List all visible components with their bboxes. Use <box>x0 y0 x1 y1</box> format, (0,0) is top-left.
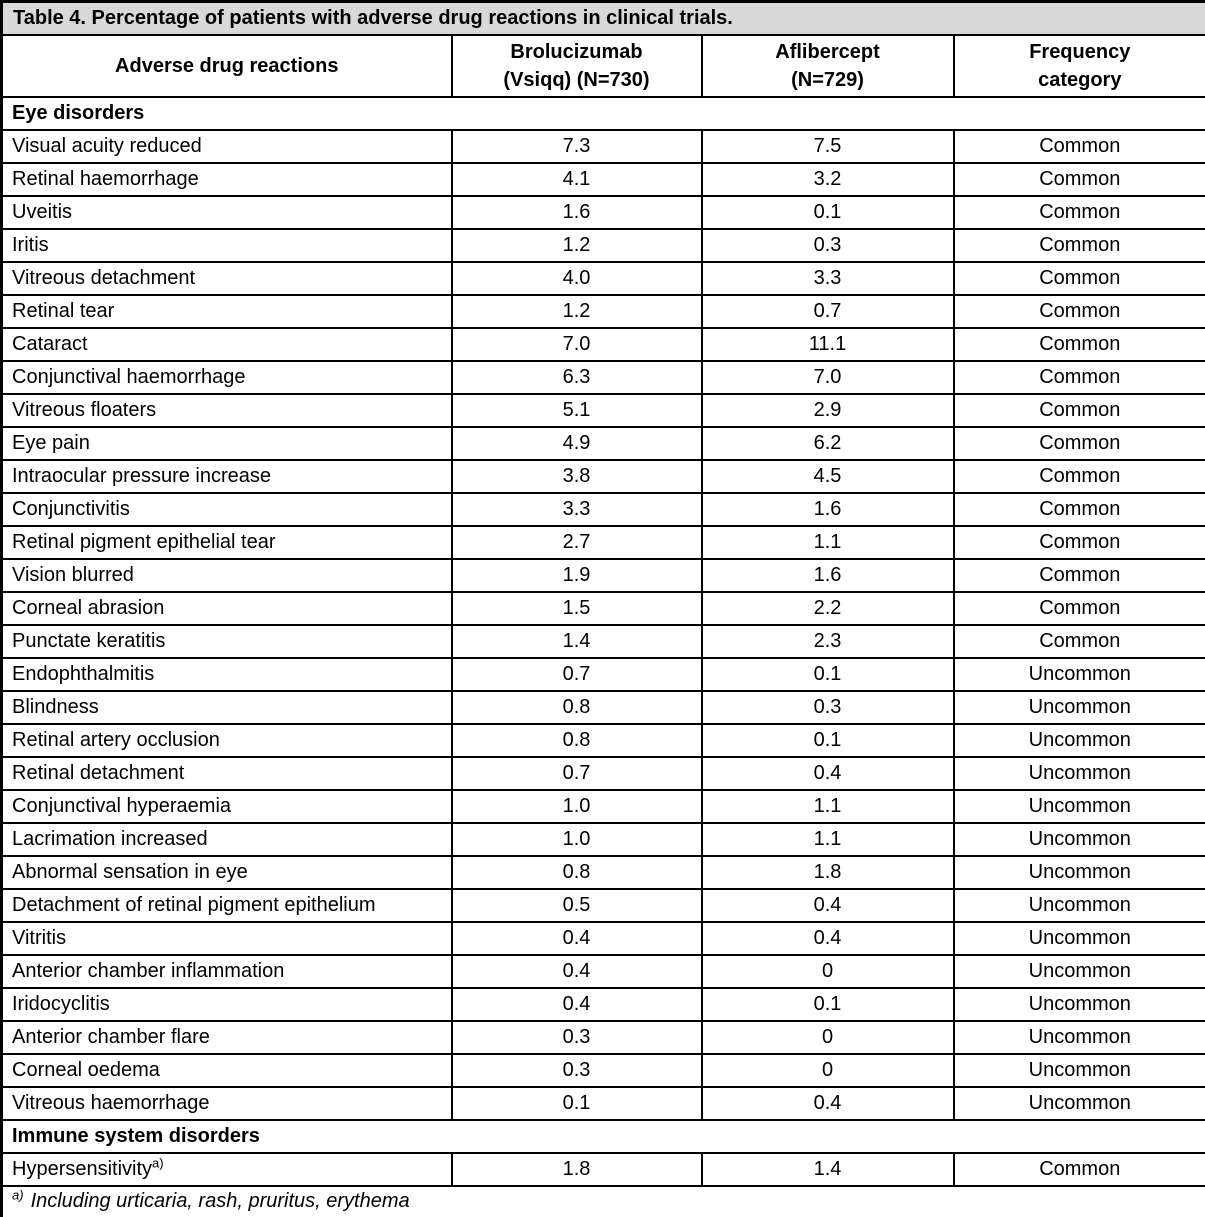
reaction-cell <box>2 361 452 394</box>
reaction-label: Iritis <box>12 233 49 256</box>
reaction-label: Vitreous haemorrhage <box>12 1091 210 1114</box>
frequency-category-cell: Uncommon <box>954 823 1205 856</box>
reaction-label: Visual acuity reduced <box>12 134 202 157</box>
reaction-label: Conjunctival hyperaemia <box>12 794 232 817</box>
aflibercept-value-cell: 1.1 <box>702 526 954 559</box>
table-body <box>2 97 1205 1186</box>
brolucizumab-value-cell: 1.9 <box>452 559 702 592</box>
reaction-label: Vitritis <box>12 926 67 949</box>
aflibercept-value-cell: 1.6 <box>702 559 954 592</box>
reaction-cell <box>2 856 452 889</box>
column-header-brolucizumab-line2: (Vsiqq) (N=730) <box>503 68 650 91</box>
reaction-label: Corneal abrasion <box>12 596 165 619</box>
table-row <box>2 394 1205 427</box>
reaction-label: Retinal detachment <box>12 761 185 784</box>
aflibercept-value-cell: 2.3 <box>702 625 954 658</box>
aflibercept-value-cell: 0.4 <box>702 757 954 790</box>
reaction-cell <box>2 130 452 163</box>
reaction-label: Vitreous detachment <box>12 266 196 289</box>
reaction-cell <box>2 1087 452 1120</box>
table-row <box>2 559 1205 592</box>
reaction-label: Lacrimation increased <box>12 827 208 850</box>
brolucizumab-value-cell: 5.1 <box>452 394 702 427</box>
frequency-category-cell: Uncommon <box>954 757 1205 790</box>
aflibercept-value-cell: 0.3 <box>702 691 954 724</box>
brolucizumab-value-cell: 7.0 <box>452 328 702 361</box>
footnote-text: Including urticaria, rash, pruritus, erythema <box>30 1190 410 1213</box>
brolucizumab-value-cell: 1.8 <box>452 1153 702 1186</box>
table-row <box>2 790 1205 823</box>
brolucizumab-value-cell: 0.8 <box>452 856 702 889</box>
brolucizumab-value-cell: 0.4 <box>452 988 702 1021</box>
brolucizumab-value-cell: 4.1 <box>452 163 702 196</box>
aflibercept-value-cell: 0.1 <box>702 658 954 691</box>
reaction-cell <box>2 1054 452 1087</box>
brolucizumab-value-cell: 7.3 <box>452 130 702 163</box>
table-title: Table 4. Percentage of patients with adverse drug reactions in clinical trials. <box>2 2 1205 35</box>
aflibercept-value-cell: 1.6 <box>702 493 954 526</box>
brolucizumab-value-cell: 0.7 <box>452 658 702 691</box>
aflibercept-value-cell: 0 <box>702 1054 954 1087</box>
brolucizumab-value-cell: 3.8 <box>452 460 702 493</box>
table-row <box>2 163 1205 196</box>
table-row <box>2 988 1205 1021</box>
table-row <box>2 427 1205 460</box>
brolucizumab-value-cell: 1.2 <box>452 295 702 328</box>
frequency-category-cell: Uncommon <box>954 790 1205 823</box>
frequency-category-cell: Uncommon <box>954 658 1205 691</box>
reaction-cell <box>2 757 452 790</box>
aflibercept-value-cell: 0.4 <box>702 922 954 955</box>
frequency-category-cell: Common <box>954 493 1205 526</box>
footnote-marker: a) <box>152 1154 164 1170</box>
brolucizumab-value-cell: 0.1 <box>452 1087 702 1120</box>
aflibercept-value-cell: 11.1 <box>702 328 954 361</box>
reaction-label: Detachment of retinal pigment epithelium <box>12 893 376 916</box>
reaction-label: Conjunctival haemorrhage <box>12 365 246 388</box>
brolucizumab-value-cell: 6.3 <box>452 361 702 394</box>
frequency-category-cell: Common <box>954 196 1205 229</box>
aflibercept-value-cell: 7.0 <box>702 361 954 394</box>
reaction-cell <box>2 955 452 988</box>
brolucizumab-value-cell: 4.9 <box>452 427 702 460</box>
aflibercept-value-cell: 2.9 <box>702 394 954 427</box>
table-row <box>2 361 1205 394</box>
brolucizumab-value-cell: 0.4 <box>452 955 702 988</box>
frequency-category-cell: Common <box>954 163 1205 196</box>
reaction-cell <box>2 988 452 1021</box>
table-row <box>2 658 1205 691</box>
aflibercept-value-cell: 0.1 <box>702 988 954 1021</box>
reaction-label: Retinal tear <box>12 299 115 322</box>
aflibercept-value-cell: 3.3 <box>702 262 954 295</box>
aflibercept-value-cell: 6.2 <box>702 427 954 460</box>
reaction-cell <box>2 823 452 856</box>
footnote-marker: a) <box>12 1187 24 1203</box>
table-row <box>2 724 1205 757</box>
table-row <box>2 460 1205 493</box>
frequency-category-cell: Common <box>954 262 1205 295</box>
brolucizumab-value-cell: 0.3 <box>452 1054 702 1087</box>
column-header-frequency-line1: Frequency <box>1029 40 1131 63</box>
table-row <box>2 856 1205 889</box>
section-row <box>2 97 1205 130</box>
frequency-category-cell: Common <box>954 625 1205 658</box>
table-row <box>2 691 1205 724</box>
section-header: Eye disorders <box>2 97 1205 130</box>
column-header-aflibercept-line1: Aflibercept <box>775 40 880 63</box>
brolucizumab-value-cell: 1.6 <box>452 196 702 229</box>
frequency-category-cell: Uncommon <box>954 988 1205 1021</box>
brolucizumab-value-cell: 0.8 <box>452 691 702 724</box>
column-header-brolucizumab <box>452 35 702 97</box>
column-header-brolucizumab-line1: Brolucizumab <box>510 40 643 63</box>
reaction-label: Retinal artery occlusion <box>12 728 220 751</box>
table-row <box>2 625 1205 658</box>
reaction-label: Retinal haemorrhage <box>12 167 199 190</box>
brolucizumab-value-cell: 0.7 <box>452 757 702 790</box>
table-row <box>2 955 1205 988</box>
column-header-frequency <box>954 35 1205 97</box>
reaction-cell <box>2 493 452 526</box>
frequency-category-cell: Common <box>954 328 1205 361</box>
table-row <box>2 922 1205 955</box>
table-row <box>2 1087 1205 1120</box>
frequency-category-cell: Uncommon <box>954 922 1205 955</box>
reaction-cell <box>2 229 452 262</box>
brolucizumab-value-cell: 0.8 <box>452 724 702 757</box>
frequency-category-cell: Common <box>954 229 1205 262</box>
brolucizumab-value-cell: 0.3 <box>452 1021 702 1054</box>
reaction-label: Cataract <box>12 332 88 355</box>
reaction-label: Punctate keratitis <box>12 629 166 652</box>
reaction-cell <box>2 196 452 229</box>
frequency-category-cell: Common <box>954 427 1205 460</box>
frequency-category-cell: Common <box>954 460 1205 493</box>
aflibercept-value-cell: 0.1 <box>702 196 954 229</box>
column-header-row <box>2 35 1205 97</box>
table-row <box>2 1021 1205 1054</box>
frequency-category-cell: Common <box>954 394 1205 427</box>
reaction-label: Abnormal sensation in eye <box>12 860 248 883</box>
column-header-frequency-line2: category <box>1038 68 1122 91</box>
reaction-label: Iridocyclitis <box>12 992 110 1015</box>
reaction-cell <box>2 922 452 955</box>
brolucizumab-value-cell: 1.0 <box>452 823 702 856</box>
aflibercept-value-cell: 1.8 <box>702 856 954 889</box>
reaction-label: Retinal pigment epithelial tear <box>12 530 276 553</box>
reaction-cell <box>2 790 452 823</box>
table-row <box>2 889 1205 922</box>
reaction-label: Hypersensitivity <box>12 1157 153 1180</box>
frequency-category-cell: Common <box>954 130 1205 163</box>
frequency-category-cell: Common <box>954 559 1205 592</box>
table-row <box>2 229 1205 262</box>
reaction-label: Blindness <box>12 695 99 718</box>
aflibercept-value-cell: 4.5 <box>702 460 954 493</box>
table-row <box>2 1054 1205 1087</box>
reaction-cell <box>2 295 452 328</box>
table-row <box>2 526 1205 559</box>
column-header-reactions: Adverse drug reactions <box>2 35 452 97</box>
aflibercept-value-cell: 0.4 <box>702 889 954 922</box>
reaction-cell <box>2 559 452 592</box>
footnote-row <box>2 1186 1205 1217</box>
column-header-aflibercept <box>702 35 954 97</box>
brolucizumab-value-cell: 2.7 <box>452 526 702 559</box>
aflibercept-value-cell: 1.1 <box>702 823 954 856</box>
frequency-category-cell: Uncommon <box>954 1054 1205 1087</box>
reaction-cell <box>2 163 452 196</box>
frequency-category-cell: Uncommon <box>954 724 1205 757</box>
table-row <box>2 823 1205 856</box>
aflibercept-value-cell: 0.3 <box>702 229 954 262</box>
table-row <box>2 1153 1205 1186</box>
frequency-category-cell: Uncommon <box>954 691 1205 724</box>
brolucizumab-value-cell: 1.2 <box>452 229 702 262</box>
aflibercept-value-cell: 3.2 <box>702 163 954 196</box>
reaction-label: Uveitis <box>12 200 73 223</box>
frequency-category-cell: Common <box>954 592 1205 625</box>
aflibercept-value-cell: 1.4 <box>702 1153 954 1186</box>
reaction-cell <box>2 526 452 559</box>
reaction-cell <box>2 1153 452 1186</box>
table-row <box>2 328 1205 361</box>
frequency-category-cell: Uncommon <box>954 856 1205 889</box>
brolucizumab-value-cell: 4.0 <box>452 262 702 295</box>
reaction-label: Intraocular pressure increase <box>12 464 272 487</box>
frequency-category-cell: Uncommon <box>954 889 1205 922</box>
frequency-category-cell: Common <box>954 526 1205 559</box>
reaction-label: Vitreous floaters <box>12 398 157 421</box>
aflibercept-value-cell: 7.5 <box>702 130 954 163</box>
frequency-category-cell: Common <box>954 1153 1205 1186</box>
reaction-label: Conjunctivitis <box>12 497 130 520</box>
reaction-label: Anterior chamber inflammation <box>12 959 285 982</box>
column-header-aflibercept-line2: (N=729) <box>791 68 864 91</box>
section-header: Immune system disorders <box>2 1120 1205 1153</box>
reaction-cell <box>2 394 452 427</box>
reaction-cell <box>2 592 452 625</box>
aflibercept-value-cell: 0.1 <box>702 724 954 757</box>
reaction-cell <box>2 625 452 658</box>
frequency-category-cell: Uncommon <box>954 955 1205 988</box>
reaction-cell <box>2 889 452 922</box>
brolucizumab-value-cell: 0.5 <box>452 889 702 922</box>
aflibercept-value-cell: 0 <box>702 1021 954 1054</box>
footnote <box>2 1186 1205 1217</box>
table-row <box>2 262 1205 295</box>
frequency-category-cell: Uncommon <box>954 1021 1205 1054</box>
frequency-category-cell: Common <box>954 295 1205 328</box>
aflibercept-value-cell: 0 <box>702 955 954 988</box>
table-row <box>2 757 1205 790</box>
reaction-cell <box>2 691 452 724</box>
reaction-cell <box>2 658 452 691</box>
frequency-category-cell: Common <box>954 361 1205 394</box>
table-row <box>2 196 1205 229</box>
table-title-row <box>2 2 1205 35</box>
table-row <box>2 592 1205 625</box>
reaction-label: Eye pain <box>12 431 90 454</box>
table-row <box>2 295 1205 328</box>
brolucizumab-value-cell: 1.5 <box>452 592 702 625</box>
reaction-cell <box>2 460 452 493</box>
reaction-cell <box>2 1021 452 1054</box>
aflibercept-value-cell: 0.4 <box>702 1087 954 1120</box>
brolucizumab-value-cell: 0.4 <box>452 922 702 955</box>
aflibercept-value-cell: 0.7 <box>702 295 954 328</box>
table-row <box>2 493 1205 526</box>
reaction-label: Anterior chamber flare <box>12 1025 210 1048</box>
reaction-cell <box>2 724 452 757</box>
section-row <box>2 1120 1205 1153</box>
reaction-cell <box>2 427 452 460</box>
aflibercept-value-cell: 1.1 <box>702 790 954 823</box>
brolucizumab-value-cell: 1.4 <box>452 625 702 658</box>
brolucizumab-value-cell: 3.3 <box>452 493 702 526</box>
frequency-category-cell: Uncommon <box>954 1087 1205 1120</box>
reaction-cell <box>2 262 452 295</box>
reaction-label: Corneal oedema <box>12 1058 160 1081</box>
reaction-label: Endophthalmitis <box>12 662 155 685</box>
reaction-cell <box>2 328 452 361</box>
reaction-label: Vision blurred <box>12 563 134 586</box>
brolucizumab-value-cell: 1.0 <box>452 790 702 823</box>
table-row <box>2 130 1205 163</box>
aflibercept-value-cell: 2.2 <box>702 592 954 625</box>
